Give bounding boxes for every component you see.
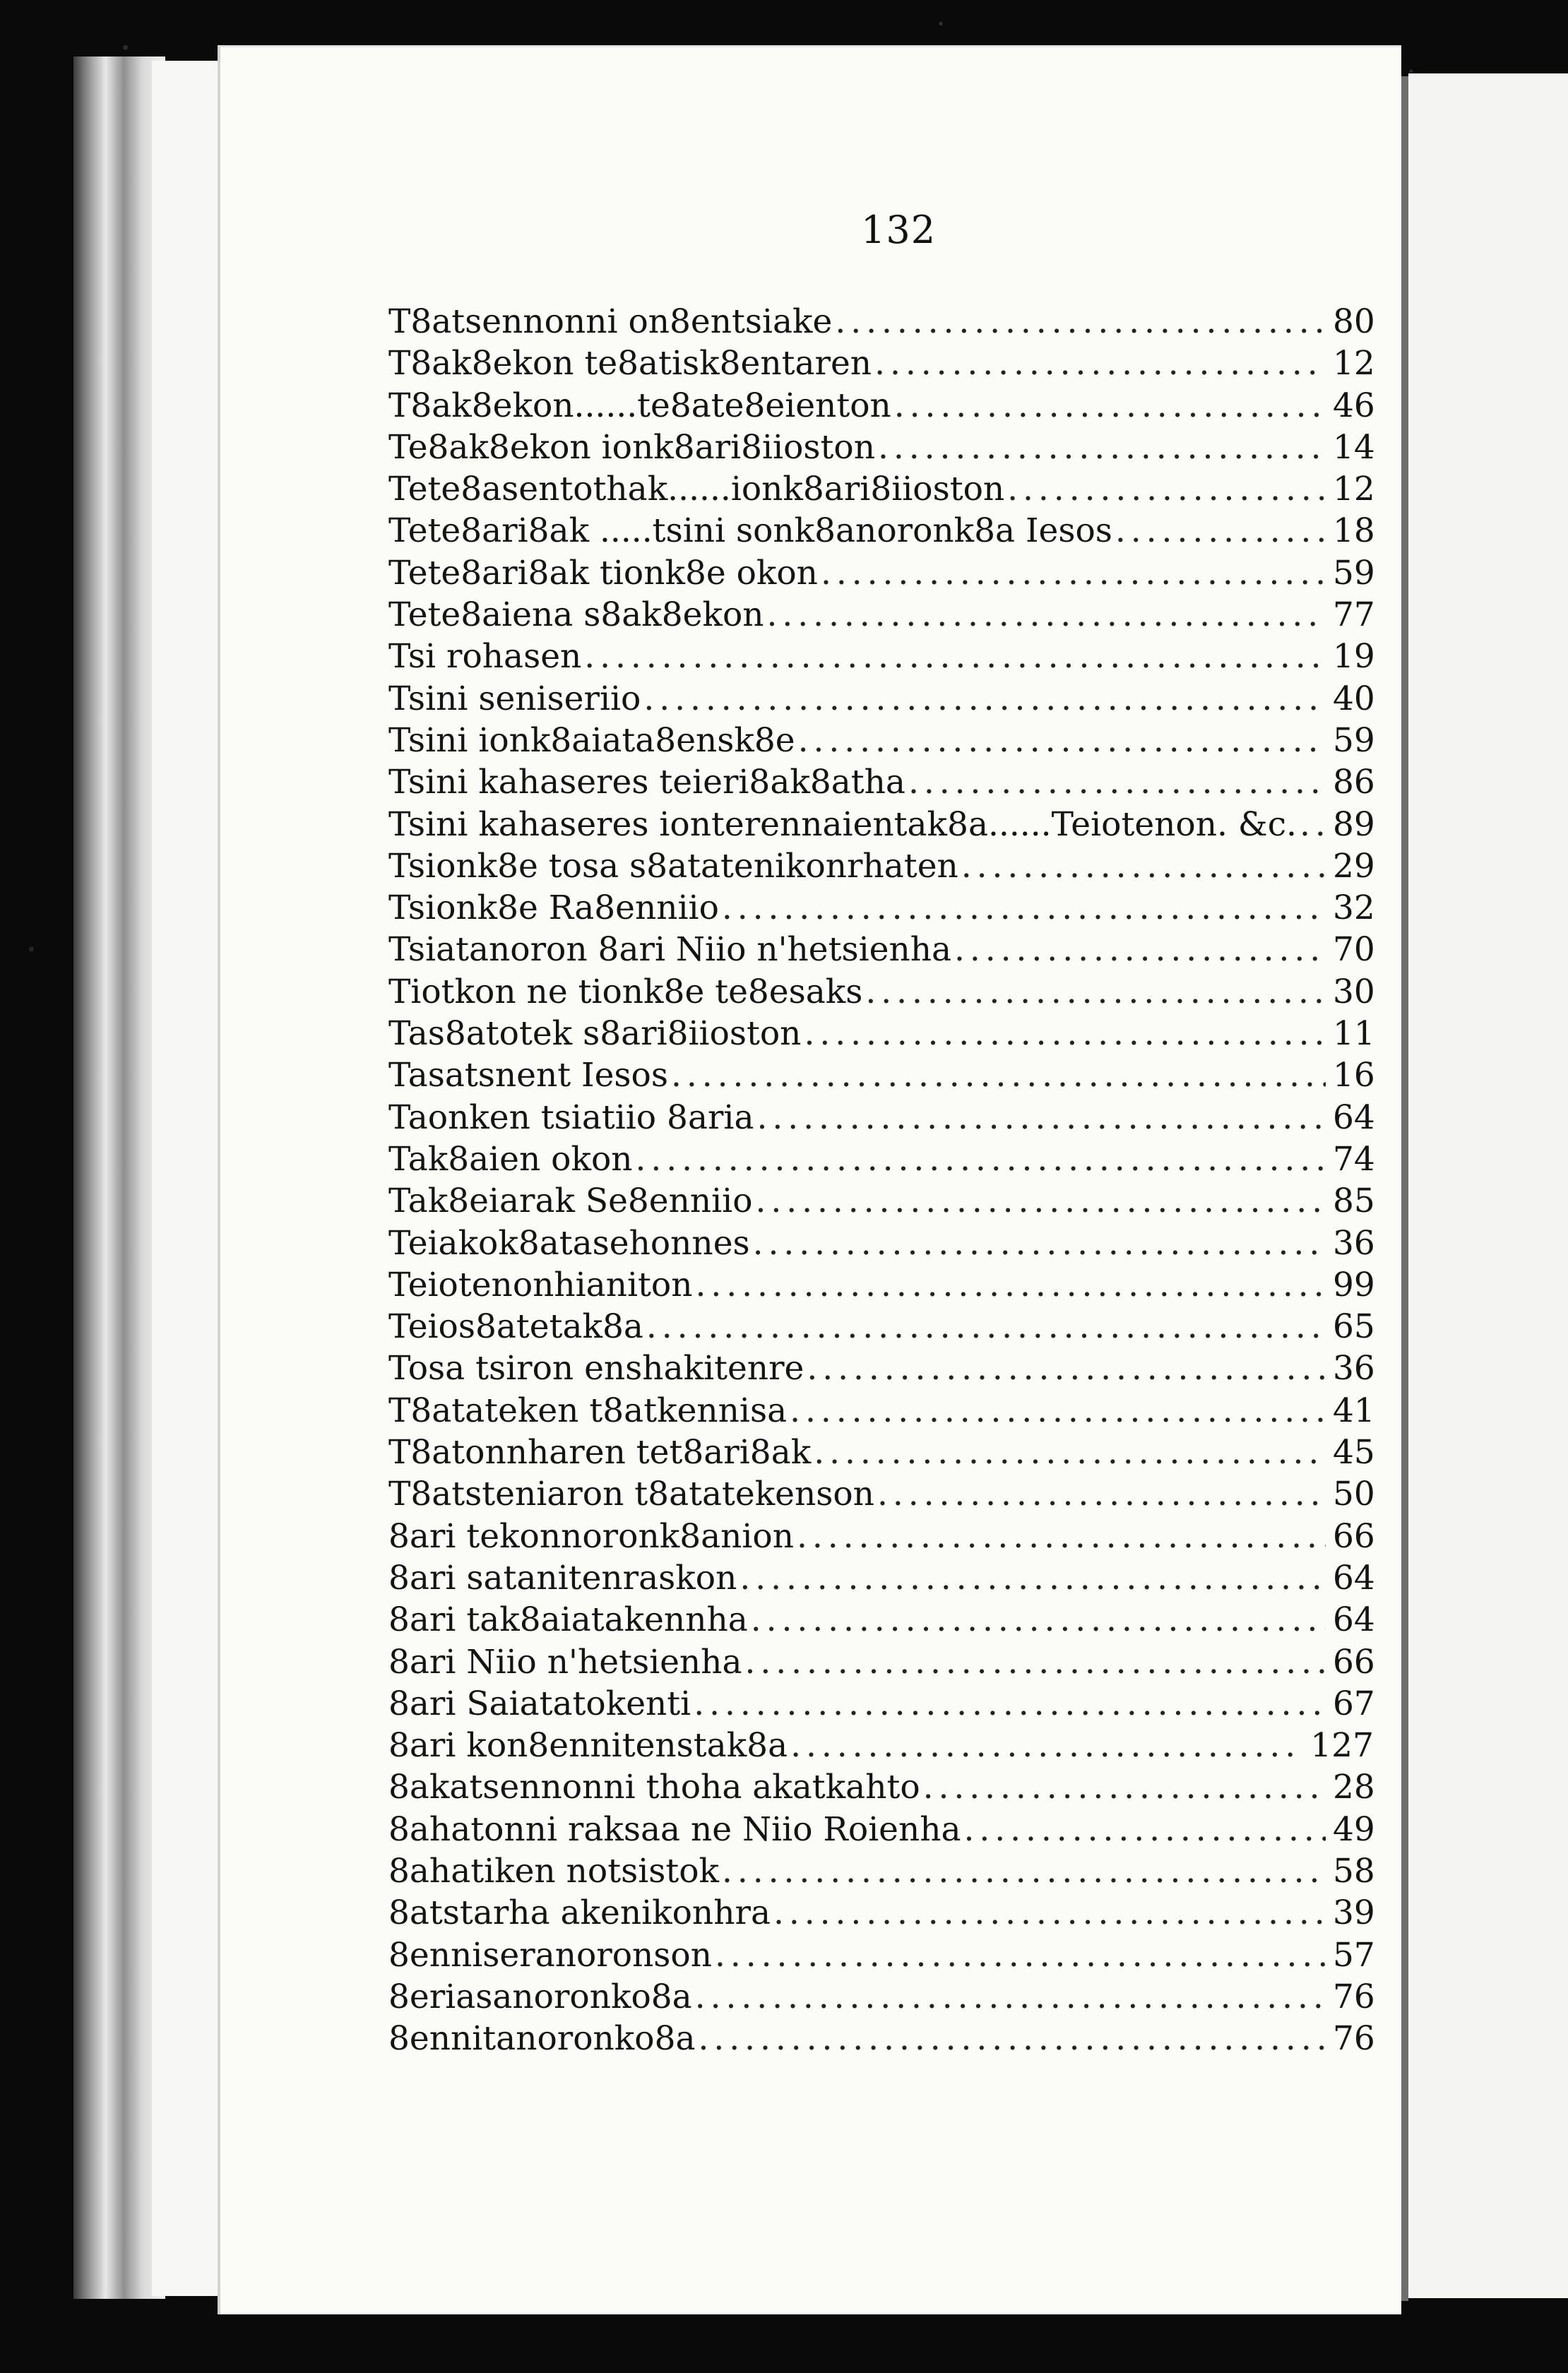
entry-title: 8eriasanoronko8a	[388, 1977, 692, 2016]
entry-page-number: 76	[1333, 1977, 1375, 2016]
entry-page-number: 74	[1333, 1139, 1375, 1179]
dot-leader	[821, 552, 1326, 594]
entry-page-number: 29	[1333, 846, 1375, 886]
dot-leader	[954, 929, 1326, 970]
dot-leader	[643, 678, 1326, 720]
entry-title: 8ennitanoronko8a	[388, 2019, 696, 2059]
entry-title: Tas8atotek s8ari8iioston	[388, 1014, 802, 1054]
entry-title: Te8ak8ekon ionk8ari8iioston	[388, 427, 875, 467]
entry-page-number: 46	[1333, 386, 1375, 425]
entry-page-number: 89	[1333, 804, 1375, 844]
entry-title: Tsiatanoron 8ari Niio n'hetsienha	[388, 930, 952, 970]
index-entry	[388, 1809, 1374, 1850]
index-entry	[388, 1934, 1374, 1976]
entry-page-number: 12	[1333, 344, 1375, 383]
index-entry	[388, 1599, 1374, 1641]
entry-title: 8ari tak8aiatakennha	[388, 1600, 748, 1640]
index-entry	[388, 1850, 1374, 1892]
index-entry	[388, 343, 1374, 384]
entry-page-number: 64	[1333, 1098, 1375, 1137]
entry-title: 8ahatiken notsistok	[388, 1851, 720, 1891]
index-entry	[388, 1306, 1374, 1348]
dot-leader	[740, 1557, 1326, 1599]
index-entry	[388, 385, 1374, 427]
dot-leader	[773, 1892, 1326, 1934]
dot-leader	[804, 1013, 1326, 1054]
entry-page-number: 64	[1333, 1558, 1375, 1598]
dot-leader	[671, 1054, 1326, 1096]
dot-leader	[695, 1976, 1326, 2018]
entry-page-number: 80	[1333, 302, 1375, 341]
entry-title: T8atateken t8atkennisa	[388, 1391, 788, 1430]
entry-page-number: 76	[1333, 2019, 1375, 2059]
entry-page-number: 30	[1333, 972, 1375, 1011]
dot-leader	[753, 1223, 1326, 1264]
entry-page-number: 127	[1310, 1726, 1374, 1766]
dot-leader	[1115, 510, 1326, 552]
entry-page-number: 66	[1333, 1642, 1375, 1682]
entry-title: Tete8ari8ak .....tsini sonk8anoronk8a Iesos	[388, 511, 1112, 551]
entry-page-number: 36	[1333, 1349, 1375, 1388]
entry-page-number: 64	[1333, 1600, 1375, 1640]
entry-page-number: 16	[1333, 1056, 1375, 1095]
entry-page-number: 67	[1333, 1684, 1375, 1723]
dot-leader	[722, 887, 1326, 929]
index-entry	[388, 804, 1374, 845]
dot-leader	[1007, 468, 1326, 510]
index-entry	[388, 1223, 1374, 1264]
dot-leader	[715, 1934, 1326, 1976]
index-entry	[388, 929, 1374, 970]
entry-title: Tsini ionk8aiata8ensk8e	[388, 720, 795, 760]
entry-title: Tsini seniseriio	[388, 679, 641, 718]
index-entry	[388, 594, 1374, 636]
entry-page-number: 65	[1333, 1307, 1375, 1347]
dot-leader	[908, 761, 1326, 803]
index-entry	[388, 1013, 1374, 1054]
dot-leader	[877, 1473, 1326, 1515]
entry-title: Taonken tsiatiio 8aria	[388, 1098, 754, 1137]
index-entry	[388, 2018, 1374, 2059]
entry-page-number: 28	[1333, 1768, 1375, 1807]
entry-page-number: 18	[1333, 511, 1375, 551]
dot-leader	[790, 1725, 1303, 1766]
entry-title: 8ari Saiatatokenti	[388, 1684, 691, 1723]
dot-leader	[798, 720, 1326, 761]
index-entry	[388, 1264, 1374, 1306]
entry-title: 8enniseranoronson	[388, 1935, 712, 1975]
index-entry	[388, 1097, 1374, 1138]
dot-leader	[767, 594, 1326, 636]
entry-title: Tete8asentothak......ionk8ari8iioston	[388, 470, 1005, 509]
entry-title: T8ak8ekon te8atisk8entaren	[388, 344, 872, 383]
index-entry	[388, 1641, 1374, 1683]
entry-title: Tak8aien okon	[388, 1139, 633, 1179]
index-entry	[388, 1348, 1374, 1389]
entry-title: Tsi rohasen	[388, 637, 582, 677]
index-entry	[388, 1766, 1374, 1808]
dot-leader	[835, 301, 1326, 343]
entry-page-number: 36	[1333, 1223, 1375, 1263]
dot-leader	[744, 1641, 1326, 1683]
index-entry	[388, 761, 1374, 803]
entry-page-number: 86	[1333, 763, 1375, 802]
dot-leader	[961, 845, 1326, 887]
entry-title: Tosa tsiron enshakitenre	[388, 1349, 804, 1388]
index-entry	[388, 468, 1374, 510]
dot-leader	[894, 385, 1326, 427]
page-number: 132	[861, 208, 937, 252]
entry-title: 8ahatonni raksaa ne Niio Roienha	[388, 1809, 961, 1849]
dot-leader	[756, 1180, 1326, 1222]
dot-leader	[1300, 804, 1326, 845]
entry-page-number: 49	[1333, 1809, 1375, 1849]
entry-page-number: 59	[1333, 720, 1375, 760]
index-entry	[388, 1473, 1374, 1515]
entry-page-number: 32	[1333, 888, 1375, 928]
index-entry	[388, 845, 1374, 887]
entry-page-number: 40	[1333, 679, 1375, 718]
entry-title: Tak8eiarak Se8enniio	[388, 1182, 753, 1221]
entry-page-number: 11	[1333, 1014, 1375, 1054]
entry-page-number: 99	[1333, 1265, 1375, 1304]
dot-leader	[790, 1390, 1326, 1432]
index-entry	[388, 1138, 1374, 1180]
dot-leader	[646, 1306, 1326, 1348]
entry-title: Teios8atetak8a	[388, 1307, 643, 1347]
dot-leader	[797, 1516, 1326, 1557]
index-entry	[388, 887, 1374, 929]
entry-title: Tsionk8e tosa s8atatenikonrhaten	[388, 846, 958, 886]
entry-page-number: 14	[1333, 427, 1375, 467]
dot-leader	[636, 1138, 1326, 1180]
entry-title: 8akatsennonni thoha akatkahto	[388, 1768, 920, 1807]
dot-leader	[923, 1766, 1326, 1808]
entry-title: T8atonnharen tet8ari8ak	[388, 1433, 812, 1473]
index-entry	[388, 510, 1374, 552]
dot-leader	[584, 636, 1326, 677]
entry-title: Tsini kahaseres ionterennaientak8a......Teiotenon. &c.	[388, 804, 1297, 844]
entry-title: T8atsennonni on8entsiake	[388, 302, 833, 341]
entry-page-number: 57	[1333, 1935, 1375, 1975]
dot-leader	[699, 2018, 1326, 2059]
dot-leader	[695, 1264, 1326, 1306]
left-page-edge	[152, 61, 225, 2296]
entry-title: 8ari kon8ennitenstak8a	[388, 1726, 788, 1766]
entry-page-number: 41	[1333, 1391, 1375, 1430]
next-page-edge	[1408, 73, 1568, 2298]
index-entry	[388, 678, 1374, 720]
entry-title: Tiotkon ne tionk8e te8esaks	[388, 972, 863, 1011]
dot-leader	[807, 1348, 1326, 1389]
entry-title: 8ari Niio n'hetsienha	[388, 1642, 742, 1682]
dot-leader	[814, 1432, 1326, 1473]
dot-leader	[964, 1809, 1326, 1850]
dot-leader	[865, 971, 1326, 1013]
dot-leader	[756, 1097, 1326, 1138]
index-entry	[388, 301, 1374, 343]
entry-title: Tete8ari8ak tionk8e okon	[388, 553, 818, 593]
index-entry	[388, 1892, 1374, 1934]
entry-title: T8atsteniaron t8atatekenson	[388, 1475, 874, 1514]
entry-page-number: 45	[1333, 1433, 1375, 1473]
entry-title: 8ari tekonnoronk8anion	[388, 1516, 794, 1556]
dot-leader	[751, 1599, 1326, 1641]
dot-leader	[878, 427, 1326, 468]
entry-title: Tasatsnent Iesos	[388, 1056, 668, 1095]
index-entry	[388, 1054, 1374, 1096]
index-entry	[388, 636, 1374, 677]
entry-page-number: 70	[1333, 930, 1375, 970]
index-entry	[388, 552, 1374, 594]
index-entry	[388, 1432, 1374, 1473]
dot-leader	[722, 1850, 1326, 1892]
index-entry	[388, 1390, 1374, 1432]
entry-title: Teiakok8atasehonnes	[388, 1223, 750, 1263]
entry-page-number: 66	[1333, 1516, 1375, 1556]
index-entry	[388, 971, 1374, 1013]
entry-title: Teiotenonhianiton	[388, 1265, 693, 1304]
entry-title: Tsionk8e Ra8enniio	[388, 888, 719, 928]
dot-leader	[874, 343, 1326, 384]
entry-page-number: 77	[1333, 595, 1375, 635]
entry-title: Tete8aiena s8ak8ekon	[388, 595, 764, 635]
index-entry	[388, 720, 1374, 761]
index-entry	[388, 427, 1374, 468]
entry-title: 8ari satanitenraskon	[388, 1558, 737, 1598]
entry-page-number: 59	[1333, 553, 1375, 593]
index-entry	[388, 1180, 1374, 1222]
index-entry	[388, 1725, 1374, 1766]
dot-leader	[694, 1683, 1326, 1725]
entry-title: 8atstarha akenikonhra	[388, 1893, 771, 1933]
entry-page-number: 12	[1333, 470, 1375, 509]
entry-title: Tsini kahaseres teieri8ak8atha	[388, 763, 905, 802]
entry-page-number: 39	[1333, 1893, 1375, 1933]
index-list	[388, 301, 1374, 2059]
index-entry	[388, 1683, 1374, 1725]
entry-title: T8ak8ekon......te8ate8eienton	[388, 386, 891, 425]
entry-page-number: 50	[1333, 1475, 1375, 1514]
index-entry	[388, 1516, 1374, 1557]
entry-page-number: 19	[1333, 637, 1375, 677]
index-entry	[388, 1976, 1374, 2018]
entry-page-number: 85	[1333, 1182, 1375, 1221]
index-entry	[388, 1557, 1374, 1599]
entry-page-number: 58	[1333, 1851, 1375, 1891]
